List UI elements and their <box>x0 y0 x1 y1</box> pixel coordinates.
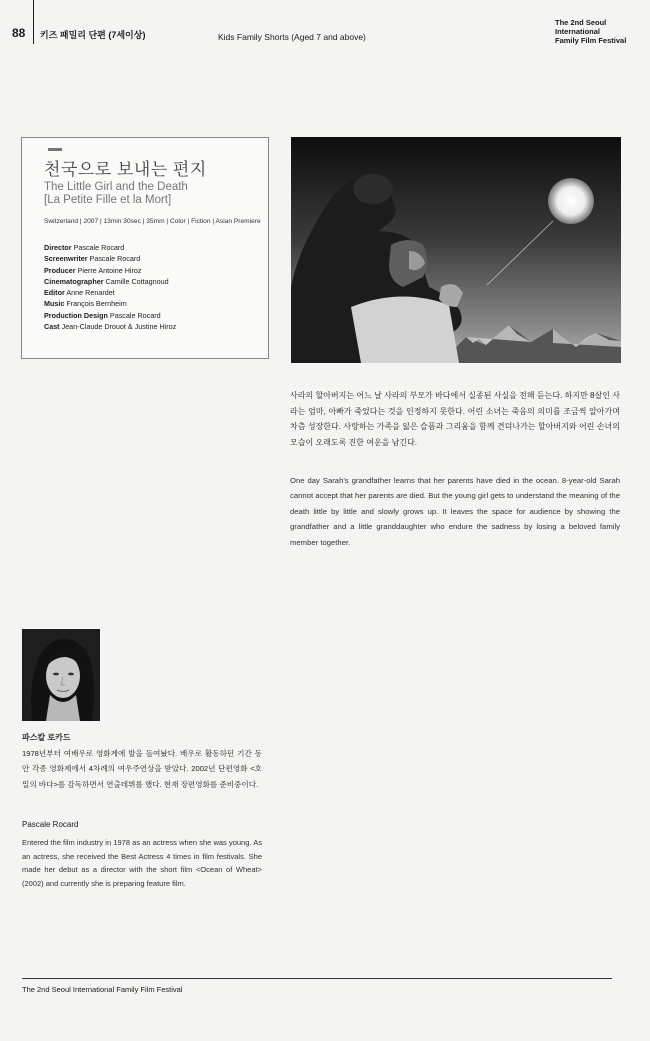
footer-divider <box>22 978 612 979</box>
credit-role: Cinematographer <box>44 276 104 286</box>
credit-role: Production Design <box>44 310 108 320</box>
section-title-ko: 키즈 패밀리 단편 (7세이상) <box>40 30 146 40</box>
festival-header-line: The 2nd Seoul <box>555 18 607 27</box>
film-still-photo <box>291 137 621 363</box>
festival-header-line: Family Film Festival <box>555 36 627 45</box>
synopsis-ko: 사라의 할아버지는 어느 날 사라의 부모가 바다에서 실종된 사실을 전해 듣는다. 하지만 8살인 사라는 엄마, 아빠가 죽었다는 것을 인정하지 못한다. 어린 소녀는 죽음의 의미를 조금씩 알아가며 차츰 성장한다. 사랑하는 가족을 잃은 슬픔과 그리움을 함께 견뎌나가는 할아버지와 어린 손녀의 모습이 오래도록 진한 여운을 남긴다. <box>290 391 620 447</box>
page-number: 88 <box>12 26 26 40</box>
credit-name: Pascale Rocard <box>73 243 125 252</box>
director-bio-en: Entered the film industry in 1978 as an actress when she was young. As an actress, she received the Best Actress 4 times in film festivals. She made her debut as a director with the short film <Ocean of Wheat>(2002) and currently she is preparing feature film. <box>22 838 262 888</box>
credit-name: Pierre Antoine Hiroz <box>77 265 142 275</box>
director-portrait <box>22 629 100 721</box>
credit-name: François Bernheim <box>66 299 127 309</box>
credit-role: Editor <box>44 288 65 298</box>
festival-header <box>555 18 645 45</box>
film-title-en-line: The Little Girl and the Death <box>44 181 188 193</box>
film-title-ko: 천국으로 보내는 편지 <box>44 160 207 179</box>
credits-list <box>44 242 176 332</box>
credit-editor <box>44 287 176 298</box>
film-meta: Switzerland | 2007 | 13min 30sec | 35mm | Color | Fiction | Asian Premiere <box>44 218 261 225</box>
director-name-en: Pascale Rocard <box>22 820 79 829</box>
credit-name: Jean-Claude Drouot & Justine Hiroz <box>61 322 177 332</box>
credit-name: Pascale Rocard <box>109 310 161 320</box>
credit-name: Camille Cottagnoud <box>105 276 169 286</box>
credit-cast <box>44 321 176 332</box>
credit-director <box>44 242 176 253</box>
credit-cinematographer <box>44 276 176 287</box>
director-name-ko: 파스칼 로카드 <box>22 733 71 742</box>
film-info-box <box>21 137 269 359</box>
credit-music <box>44 298 176 309</box>
festival-header-line: International <box>555 27 601 36</box>
header-divider <box>33 0 34 44</box>
synopsis-en: One day Sarah's grandfather learns that her parents have died in the ocean. 8-year-old Sarah cannot accept that her parents are died. But the young girl gets to understand the meaning of the death little by little and slowly grows up. It leaves the space for audience by showing the grandfather and a little granddaughter who endure the sadness by losing a beloved family member together. <box>290 476 620 547</box>
credit-name: Anne Renardet <box>66 288 115 298</box>
credit-screenwriter <box>44 253 176 264</box>
title-accent-bar <box>48 148 62 151</box>
section-title-en: Kids Family Shorts (Aged 7 and above) <box>218 32 366 42</box>
credit-producer <box>44 265 176 276</box>
director-bio-ko: 1978년부터 여배우로 영화계에 발을 들여놨다. 배우로 활동하던 기간 동안 각종 영화제에서 4차례의 여우주연상을 받았다. 2002년 단편영화 <호밀의 바다>를 감독하면서 연출데뷔를 했다. 현재 장편영화를 준비중이다. <box>22 749 262 789</box>
credit-role: Director <box>44 243 72 252</box>
credit-role: Cast <box>44 322 60 332</box>
credit-production-design <box>44 310 176 321</box>
footer-text: The 2nd Seoul International Family Film Festival <box>22 985 183 994</box>
film-title-original: [La Petite Fille et la Mort] <box>44 194 172 206</box>
credit-name: Pascale Rocard <box>89 254 141 264</box>
credit-role: Producer <box>44 265 76 275</box>
film-title-en <box>44 181 188 207</box>
credit-role: Screenwriter <box>44 254 88 264</box>
credit-role: Music <box>44 299 65 309</box>
